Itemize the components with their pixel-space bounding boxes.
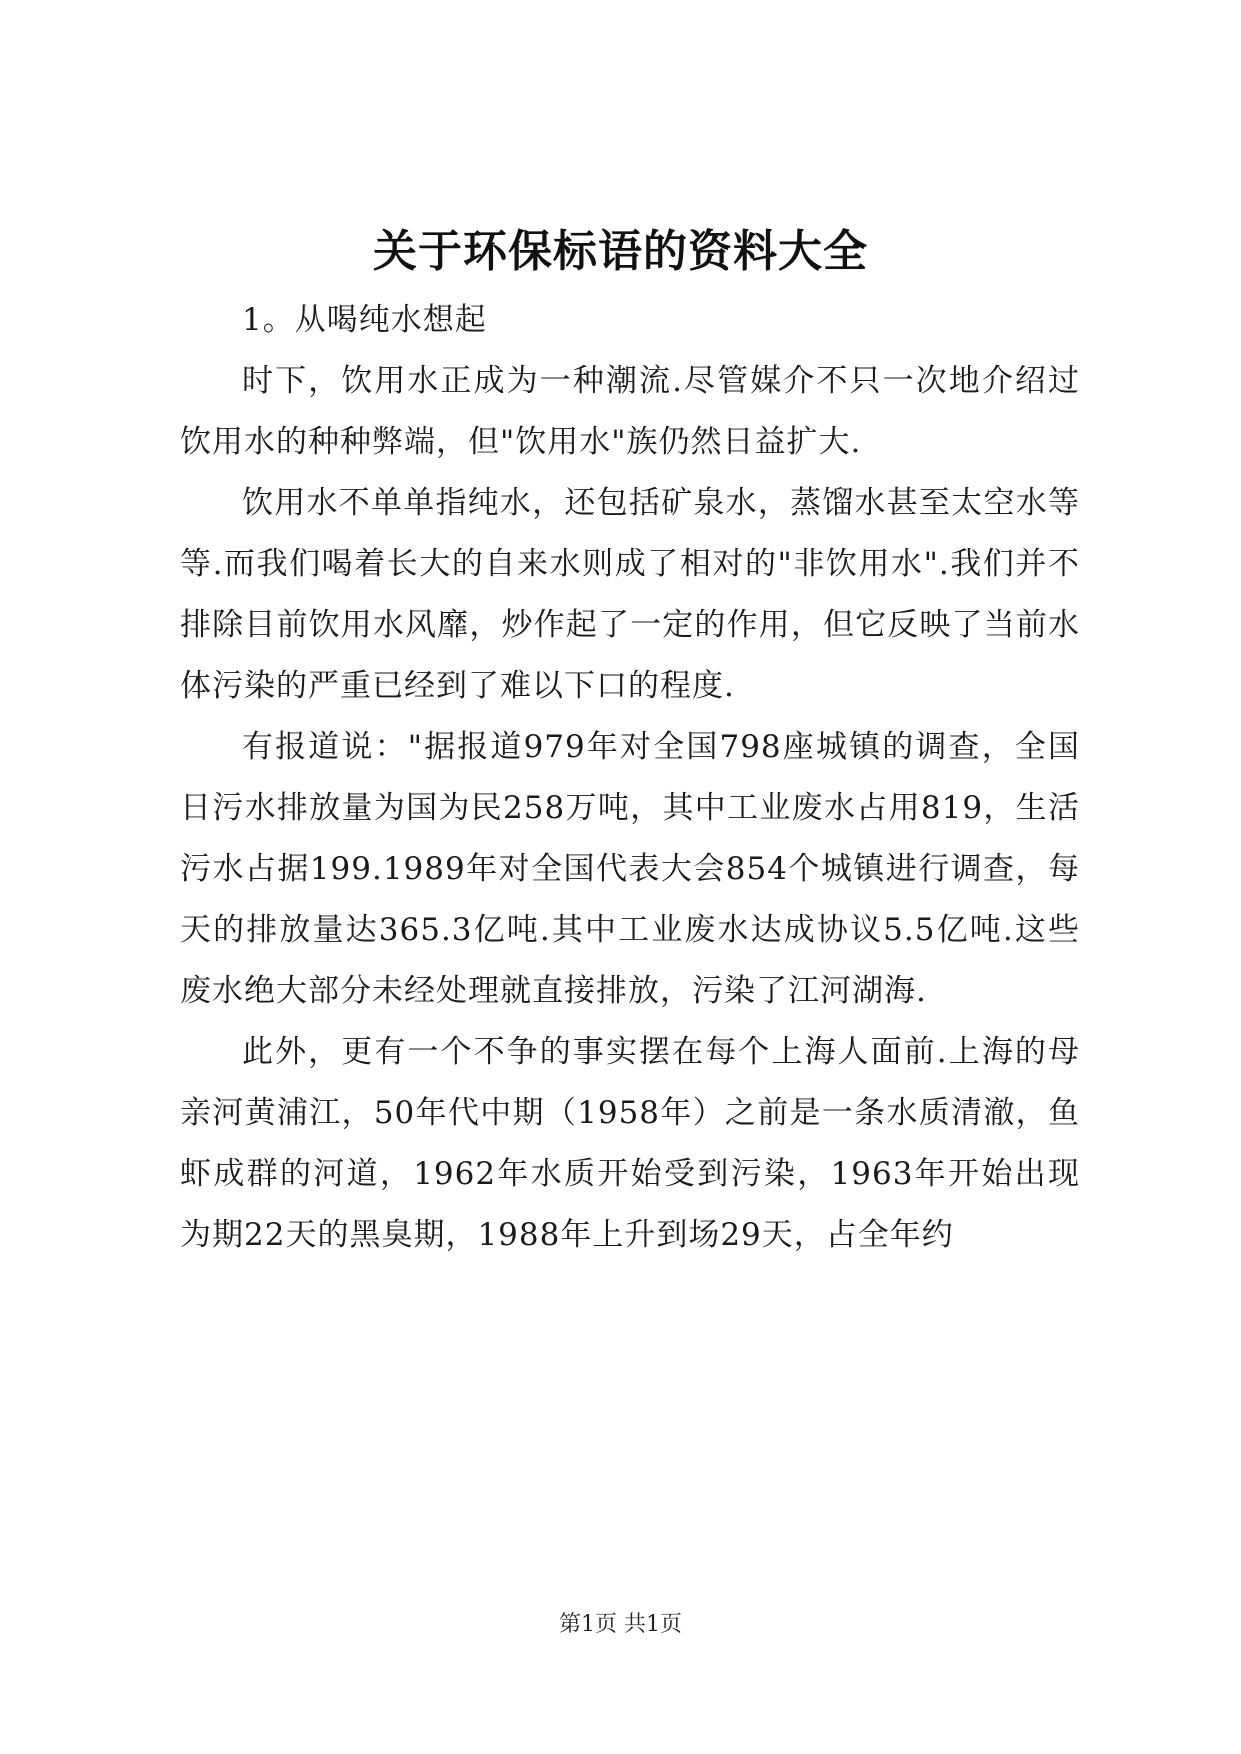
paragraph: 饮用水不单单指纯水，还包括矿泉水，蒸馏水甚至太空水等等.而我们喝着长大的自来水则成了相对的"非饮用水".我们并不排除目前饮用水风靡，炒作起了一定的作用，但它反映了当前水体污染的严重已经到了难以下口的程度. xyxy=(180,485,1080,704)
paragraph: 时下，饮用水正成为一种潮流.尽管媒介不只一次地介绍过饮用水的种种弊端，但"饮用水"族仍然日益扩大. xyxy=(180,363,1080,460)
document-title: 关于环保标语的资料大全 xyxy=(373,226,868,277)
document-body xyxy=(180,290,1080,1266)
paragraph-heading: 1。从喝纯水想起 xyxy=(242,302,487,338)
page-footer: 第1页 共1页 xyxy=(559,1612,682,1637)
paragraph: 此外，更有一个不争的事实摆在每个上海人面前.上海的母亲河黄浦江，50年代中期（1958年）之前是一条水质清澈，鱼虾成群的河道，1962年水质开始受到污染，1963年开始出现为期22天的黑臭期，1988年上升到场29天，占全年约 xyxy=(180,1034,1080,1253)
paragraph: 有报道说："据报道979年对全国798座城镇的调查，全国日污水排放量为国为民258万吨，其中工业废水占用819，生活污水占据199.1989年对全国代表大会854个城镇进行调查，每天的排放量达365.3亿吨.其中工业废水达成协议5.5亿吨.这些废水绝大部分未经处理就直接排放，污染了江河湖海. xyxy=(180,729,1080,1009)
